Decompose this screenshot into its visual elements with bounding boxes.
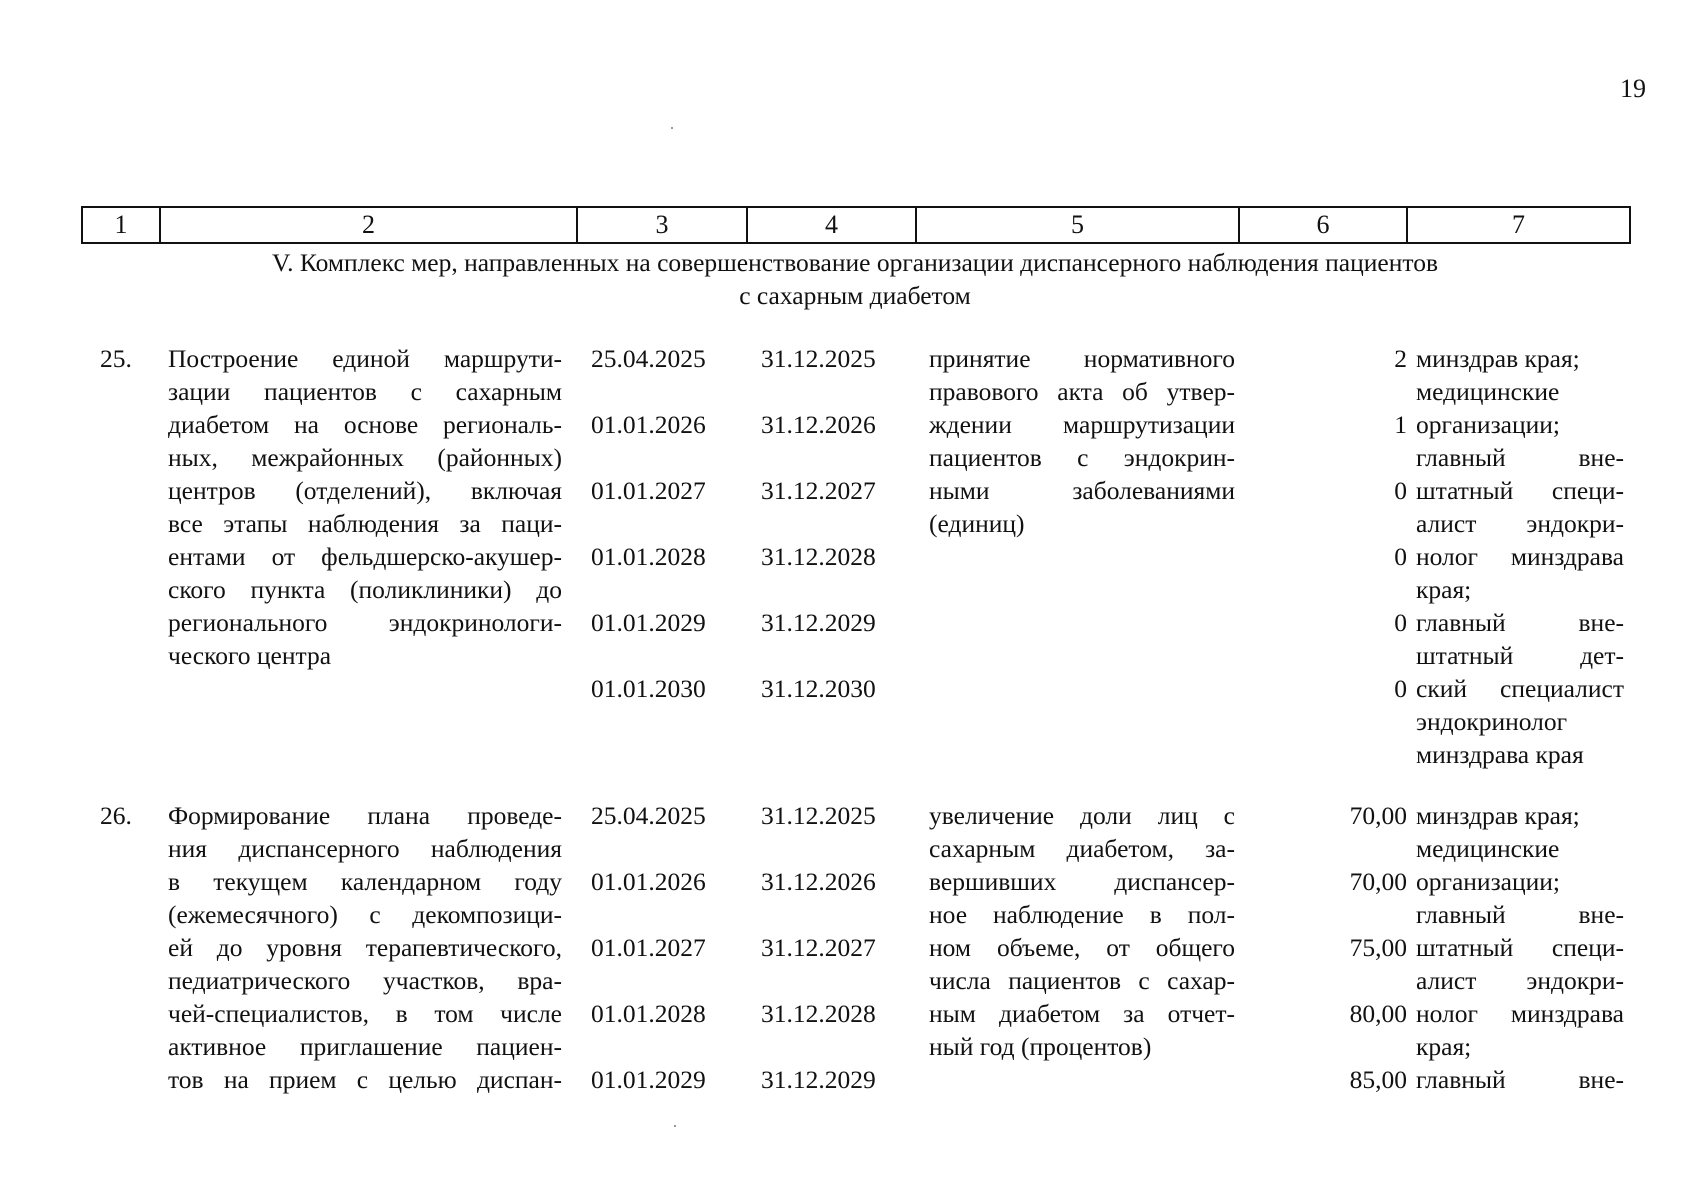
end-date: 31.12.2025 [761,801,876,830]
header-cell-7: 7 [1407,207,1630,243]
text-line: организации; [1416,410,1560,439]
text-line: в текущем календарном году [168,867,562,896]
scan-speck [671,127,673,129]
text-line: Построение единой маршрути- [168,344,562,373]
indicator-value: 80,00 [1349,999,1407,1028]
indicator-value: 70,00 [1349,801,1407,830]
indicator-value: 85,00 [1349,1065,1407,1094]
expected-result [929,342,1235,540]
start-date: 01.01.2029 [591,1065,706,1094]
responsible-parties [1416,342,1624,771]
text-line: (ежемесячного) с декомпозици- [168,900,562,929]
start-date: 01.01.2026 [591,867,706,896]
text-line: тов на прием с целью диспан- [168,1065,562,1094]
row-number: 26. [100,801,132,830]
section-title [81,246,1629,312]
text-line: штатный специ- [1416,933,1624,962]
text-line: все этапы наблюдения за паци- [168,509,562,538]
text-line: нолог минздрава [1416,999,1624,1028]
text-line: края; [1416,575,1472,604]
text-line: принятие нормативного [929,344,1235,373]
text-line: ное наблюдение в пол- [929,900,1235,929]
start-date: 25.04.2025 [591,344,706,373]
indicator-values [1241,342,1407,738]
section-title-line: с сахарным диабетом [739,281,971,310]
text-line: чей-специалистов, в том числе [168,999,562,1028]
text-line: ными заболеваниями [929,476,1235,505]
text-line: числа пациентов с сахар- [929,966,1235,995]
text-line: ном объеме, от общего [929,933,1235,962]
text-line: медицинские [1416,377,1560,406]
text-line: вершивших диспансер- [929,867,1235,896]
end-dates [761,799,911,1129]
measure-name [168,342,562,672]
header-cell-3: 3 [577,207,747,243]
header-cell-5: 5 [916,207,1239,243]
row-number: 25. [100,344,132,373]
text-line: ский специалист [1416,674,1624,703]
section-title-line: V. Комплекс мер, направленных на совершенствование организации диспансерного наблюдения пациентов [272,248,1438,277]
text-line: ждении маршрутизации [929,410,1235,439]
text-line: пациентов с эндокрин- [929,443,1235,472]
start-date: 01.01.2029 [591,608,706,637]
start-date: 25.04.2025 [591,801,706,830]
header-cell-6: 6 [1239,207,1407,243]
text-line: алист эндокри- [1416,966,1624,995]
start-date: 01.01.2030 [591,674,706,703]
indicator-value: 2 [1394,344,1407,373]
text-line: Формирование плана проведе- [168,801,562,830]
text-line: штатный специ- [1416,476,1624,505]
text-line: медицинские [1416,834,1560,863]
text-line: ным диабетом за отчет- [929,999,1235,1028]
indicator-value: 0 [1394,542,1407,571]
text-line: главный вне- [1416,608,1624,637]
indicator-value: 75,00 [1349,933,1407,962]
indicator-value: 0 [1394,674,1407,703]
indicator-value: 1 [1394,410,1407,439]
indicator-value: 0 [1394,608,1407,637]
text-line: ей до уровня терапевтического, [168,933,562,962]
text-line: ского пункта (поликлиники) до [168,575,562,604]
column-number-header [81,206,1631,244]
end-date: 31.12.2029 [761,608,876,637]
header-cell-1: 1 [82,207,160,243]
text-line: главный вне- [1416,1065,1624,1094]
end-date: 31.12.2028 [761,999,876,1028]
text-line: эндокринолог [1416,707,1568,736]
end-date: 31.12.2028 [761,542,876,571]
text-line: минздрава края [1416,740,1584,769]
text-line: ния диспансерного наблюдения [168,834,562,863]
end-date: 31.12.2027 [761,933,876,962]
header-cell-4: 4 [747,207,916,243]
end-dates [761,342,911,738]
responsible-parties [1416,799,1624,1096]
text-line: минздрав края; [1416,801,1580,830]
indicator-values [1241,799,1407,1129]
text-line: главный вне- [1416,900,1624,929]
text-line: ческого центра [168,641,332,670]
text-line: ный год (процентов) [929,1032,1152,1061]
text-line: алист эндокри- [1416,509,1624,538]
start-date: 01.01.2028 [591,542,706,571]
text-line: активное приглашение пациен- [168,1032,562,1061]
text-line: педиатрического участков, вра- [168,966,562,995]
start-date: 01.01.2028 [591,999,706,1028]
text-line: правового акта об утвер- [929,377,1235,406]
text-line: ентами от фельдшерско-акушер- [168,542,562,571]
header-row [82,207,1630,243]
start-dates [591,342,741,738]
text-line: края; [1416,1032,1472,1061]
text-line: штатный дет- [1416,641,1624,670]
indicator-value: 0 [1394,476,1407,505]
text-line: нолог минздрава [1416,542,1624,571]
text-line: диабетом на основе региональ- [168,410,562,439]
end-date: 31.12.2027 [761,476,876,505]
end-date: 31.12.2025 [761,344,876,373]
start-date: 01.01.2027 [591,476,706,505]
text-line: увеличение доли лиц с [929,801,1235,830]
header-cell-2: 2 [160,207,577,243]
start-dates [591,799,741,1129]
end-date: 31.12.2026 [761,410,876,439]
indicator-value: 70,00 [1349,867,1407,896]
text-line: (единиц) [929,509,1025,538]
expected-result [929,799,1235,1063]
start-date: 01.01.2026 [591,410,706,439]
text-line: сахарным диабетом, за- [929,834,1235,863]
text-line: ных, межрайонных (районных) [168,443,562,472]
text-line: организации; [1416,867,1560,896]
page-number: 19 [1620,74,1646,103]
end-date: 31.12.2030 [761,674,876,703]
text-line: регионального эндокринологи- [168,608,562,637]
text-line: минздрав края; [1416,344,1580,373]
end-date: 31.12.2029 [761,1065,876,1094]
start-date: 01.01.2027 [591,933,706,962]
end-date: 31.12.2026 [761,867,876,896]
text-line: зации пациентов с сахарным [168,377,562,406]
measure-name [168,799,562,1096]
text-line: главный вне- [1416,443,1624,472]
text-line: центров (отделений), включая [168,476,562,505]
